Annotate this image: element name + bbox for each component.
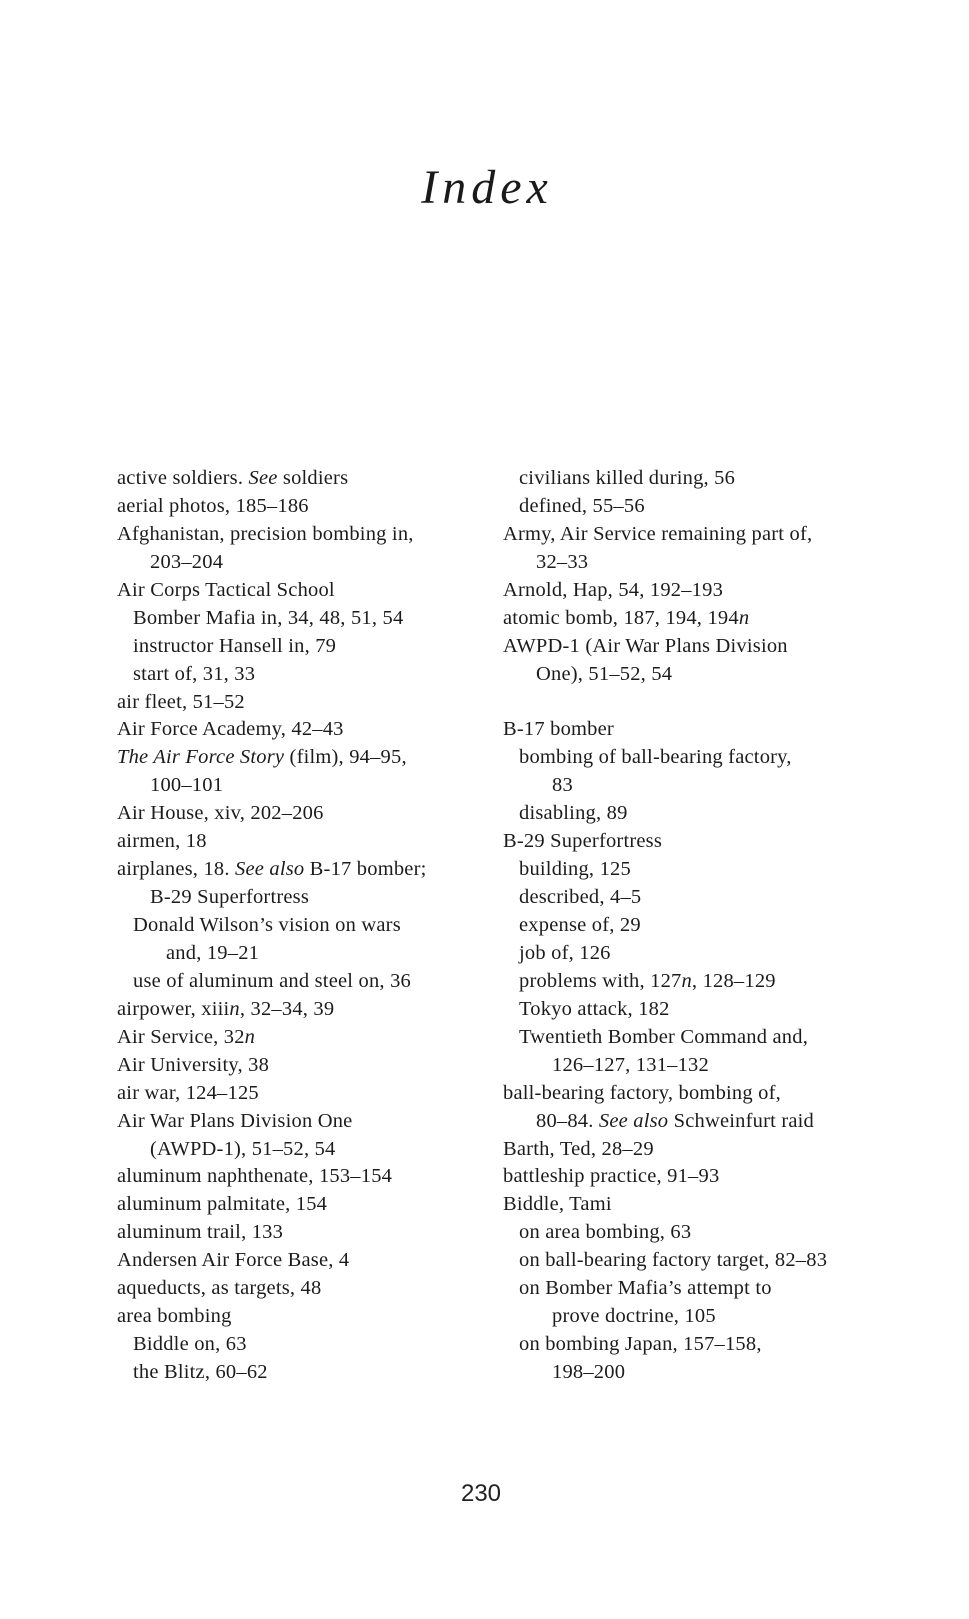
index-entry-line: [117, 1079, 477, 1107]
index-text: atomic bomb, 187, 194, 194: [503, 606, 739, 629]
index-text: prove doctrine, 105: [552, 1305, 716, 1328]
index-text: B-29 Superfortress: [503, 830, 663, 853]
index-text: Schweinfurt raid: [668, 1109, 814, 1132]
index-column-right: [503, 464, 873, 1386]
index-text: aluminum trail, 133: [117, 1221, 284, 1244]
index-text: AWPD-1 (Air War Plans Division: [503, 634, 788, 657]
index-text: Air House, xiv, 202–206: [117, 802, 324, 825]
index-subentry-line: [503, 855, 873, 883]
index-subentry-line: [503, 911, 873, 939]
index-text: job of, 126: [519, 941, 611, 964]
index-entry-line: [117, 1051, 477, 1079]
index-subentry-line: [117, 1330, 477, 1358]
index-entry-line: [117, 1246, 477, 1274]
index-text: use of aluminum and steel on, 36: [133, 969, 411, 992]
index-text: battleship practice, 91–93: [503, 1165, 720, 1188]
index-text: on Bomber Mafia’s attempt to: [519, 1277, 772, 1300]
index-italic-text: n: [738, 606, 750, 629]
index-subentry-line: [503, 1051, 873, 1079]
index-text: 80–84.: [536, 1109, 599, 1132]
index-italic-text: See: [248, 467, 278, 489]
index-text: air war, 124–125: [117, 1081, 259, 1104]
index-text: Tokyo attack, 182: [519, 997, 670, 1020]
index-text: bombing of ball-bearing factory,: [519, 746, 792, 769]
index-text: the Blitz, 60–62: [133, 1361, 268, 1383]
index-entry-line: [503, 604, 873, 632]
index-text: aqueducts, as targets, 48: [117, 1277, 322, 1300]
index-entry-line: [117, 1135, 477, 1163]
index-italic-text: See also: [235, 858, 305, 881]
index-text: civilians killed during, 56: [519, 467, 736, 489]
index-subentry-line: [503, 883, 873, 911]
index-text: described, 4–5: [519, 886, 642, 909]
index-subentry-line: [503, 1218, 873, 1246]
index-text: Air University, 38: [117, 1053, 270, 1076]
index-italic-text: See also: [598, 1109, 669, 1132]
index-entry-line: [117, 520, 477, 548]
index-text: Bomber Mafia in, 34, 48, 51, 54: [133, 606, 404, 629]
index-subentry-line: [117, 911, 477, 939]
index-subentry-line: [503, 1302, 873, 1330]
index-entry-line: [117, 1190, 477, 1218]
index-entry-line: [117, 827, 477, 855]
index-text: 198–200: [552, 1361, 626, 1383]
index-entry-line: [503, 520, 873, 548]
index-text: on bombing Japan, 157–158,: [519, 1333, 762, 1356]
index-italic-text: The Air Force Story: [117, 746, 285, 769]
index-text: 100–101: [150, 774, 224, 797]
index-entry-line: [117, 855, 477, 883]
index-entry-line: [503, 827, 873, 855]
index-text: building, 125: [519, 858, 631, 881]
index-text: 32–33: [536, 550, 589, 573]
index-text: , 32–34, 39: [239, 997, 335, 1020]
index-entry-line: [117, 995, 477, 1023]
index-entry-line: [503, 660, 873, 688]
index-text: One), 51–52, 54: [536, 662, 673, 685]
index-text: instructor Hansell in, 79: [133, 634, 337, 657]
index-subentry-line: [503, 1358, 873, 1386]
index-text: 83: [552, 774, 573, 797]
index-text: Barth, Ted, 28–29: [503, 1137, 654, 1160]
index-text: airplanes, 18.: [117, 858, 235, 881]
index-subentry-line: [117, 1358, 477, 1386]
index-italic-text: n: [229, 997, 240, 1020]
index-text: start of, 31, 33: [133, 662, 256, 685]
index-italic-text: n: [244, 1025, 256, 1048]
index-subentry-line: [503, 464, 873, 492]
index-subentry-line: [117, 660, 477, 688]
index-entry-line: [503, 1190, 873, 1218]
index-subentry-line: [503, 1246, 873, 1274]
index-text: Twentieth Bomber Command and,: [519, 1025, 809, 1048]
index-subentry-line: [503, 967, 873, 995]
index-text: aluminum palmitate, 154: [117, 1193, 328, 1216]
index-text: (film), 94–95,: [284, 746, 407, 769]
index-entry-line: [503, 632, 873, 660]
index-subentry-line: [117, 967, 477, 995]
index-subentry-line: [503, 743, 873, 771]
index-text: Biddle, Tami: [503, 1193, 612, 1216]
index-entry-line: [503, 1107, 873, 1135]
page-title: Index: [421, 161, 553, 214]
index-subentry-line: [503, 1274, 873, 1302]
index-text: Andersen Air Force Base, 4: [117, 1249, 350, 1272]
index-text: airmen, 18: [117, 830, 207, 853]
index-entry-line: [117, 1302, 477, 1330]
index-entry-line: [117, 715, 477, 743]
index-text: aerial photos, 185–186: [117, 494, 309, 517]
index-subentry-line: [503, 799, 873, 827]
index-entry-line: [117, 1023, 477, 1051]
index-subentry-line: [503, 995, 873, 1023]
index-entry-line: [117, 771, 477, 799]
index-entry-line: [117, 1218, 477, 1246]
index-entry-line: [117, 492, 477, 520]
index-text: defined, 55–56: [519, 494, 645, 517]
index-text: Air Service, 32: [117, 1025, 245, 1048]
index-italic-text: n: [681, 969, 692, 992]
index-subentry-line: [117, 939, 477, 967]
index-entry-line: [117, 548, 477, 576]
index-entry-line: [503, 1162, 873, 1190]
index-text: on ball-bearing factory target, 82–83: [519, 1249, 828, 1272]
index-text: 126–127, 131–132: [552, 1053, 709, 1076]
index-text: expense of, 29: [519, 914, 641, 936]
index-text: , 128–129: [691, 969, 776, 992]
index-subentry-line: [503, 771, 873, 799]
index-text: Air Force Academy, 42–43: [117, 718, 344, 741]
index-text: airpower, xiii: [117, 997, 230, 1020]
index-entry-line: [503, 576, 873, 604]
index-text: B-17 bomber: [503, 718, 614, 741]
index-text: active soldiers.: [117, 467, 249, 489]
index-entry-line: [503, 548, 873, 576]
index-entry-line: [117, 576, 477, 604]
index-text: Donald Wilson’s vision on wars: [133, 914, 401, 936]
index-text: air fleet, 51–52: [117, 690, 245, 713]
index-text: disabling, 89: [519, 802, 628, 825]
page-number: 230: [460, 1480, 502, 1507]
index-text: B-29 Superfortress: [150, 886, 310, 909]
index-text: (AWPD-1), 51–52, 54: [150, 1137, 336, 1160]
index-entry-line: [503, 1079, 873, 1107]
index-text: Army, Air Service remaining part of,: [503, 522, 813, 545]
index-entry-line: [117, 743, 477, 771]
index-entry-line: [117, 883, 477, 911]
index-entry-line: [503, 715, 873, 743]
index-entry-line: [117, 799, 477, 827]
index-subentry-line: [503, 492, 873, 520]
index-text: and, 19–21: [166, 941, 260, 964]
index-text: ball-bearing factory, bombing of,: [503, 1081, 781, 1104]
index-entry-line: [117, 464, 477, 492]
index-subentry-line: [117, 604, 477, 632]
index-text: on area bombing, 63: [519, 1221, 692, 1244]
index-subentry-line: [503, 1330, 873, 1358]
index-text: Biddle on, 63: [133, 1333, 247, 1356]
index-column-left: [117, 464, 477, 1386]
index-entry-line: [117, 1162, 477, 1190]
index-text: Arnold, Hap, 54, 192–193: [503, 578, 724, 601]
index-subentry-line: [503, 1023, 873, 1051]
index-text: Afghanistan, precision bombing in,: [117, 522, 414, 545]
index-text: soldiers: [277, 467, 349, 489]
index-subentry-line: [503, 939, 873, 967]
index-text: 203–204: [150, 550, 224, 573]
index-entry-line: [117, 1274, 477, 1302]
index-subentry-line: [117, 632, 477, 660]
index-text: aluminum naphthenate, 153–154: [117, 1165, 393, 1188]
index-text: Air War Plans Division One: [117, 1109, 353, 1132]
index-text: area bombing: [117, 1305, 232, 1328]
index-entry-line: [117, 1107, 477, 1135]
index-text: Air Corps Tactical School: [117, 578, 335, 601]
index-entry-line: [503, 1135, 873, 1163]
index-text: problems with, 127: [519, 969, 682, 992]
index-text: B-17 bomber;: [304, 858, 427, 881]
index-entry-line: [503, 688, 873, 716]
index-entry-line: [117, 688, 477, 716]
